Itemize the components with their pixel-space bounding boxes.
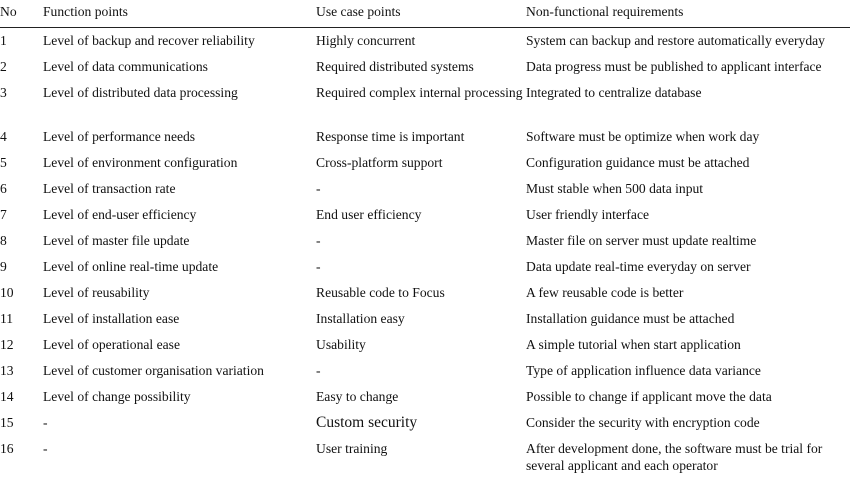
requirement-cell: Must stable when 500 data input [526,181,704,196]
function-point-cell: Level of distributed data processing [43,85,238,100]
requirement-cell: Installation guidance must be attached [526,311,735,326]
function-point-cell: Level of end-user efficiency [43,207,197,222]
use-case-point-cell: Installation easy [316,311,405,326]
row-number: 13 [0,363,14,378]
requirement-cell: Data update real-time everyday on server [526,259,751,274]
use-case-point-cell: End user efficiency [316,207,422,222]
row-number: 7 [0,207,7,222]
use-case-point-cell: Reusable code to Focus [316,285,445,300]
function-point-cell: - [43,415,48,430]
requirement-cell: Integrated to centralize database [526,85,702,100]
function-point-cell: Level of transaction rate [43,181,176,196]
table-row [0,332,850,358]
row-number: 8 [0,233,7,248]
use-case-point-cell: Cross-platform support [316,155,443,170]
function-point-cell: Level of installation ease [43,311,180,326]
requirement-cell: Type of application influence data variance [526,363,761,378]
use-case-point-cell: Required complex internal processing [316,85,523,100]
function-point-cell: Level of online real-time update [43,259,219,274]
row-number: 1 [0,33,7,48]
row-number: 9 [0,259,7,274]
row-number: 2 [0,59,7,74]
row-number: 5 [0,155,7,170]
row-number: 10 [0,285,14,300]
use-case-point-cell: Required distributed systems [316,59,474,74]
table-row [0,150,850,176]
requirement-cell: A simple tutorial when start application [526,337,741,352]
function-point-cell: Level of backup and recover reliability [43,33,255,48]
use-case-point-cell: - [316,181,321,196]
requirement-cell: System can backup and restore automatically everyday [526,33,825,48]
function-point-cell: Level of data communications [43,59,208,74]
requirement-cell: A few reusable code is better [526,285,684,300]
use-case-point-cell: Usability [316,337,366,352]
function-point-cell: Level of change possibility [43,389,191,404]
use-case-point-cell: Easy to change [316,389,399,404]
table-row [0,80,850,124]
table-row [0,28,850,55]
requirement-cell: Master file on server must update realtime [526,233,757,248]
function-point-cell: Level of performance needs [43,129,196,144]
use-case-point-cell: - [316,233,321,248]
table-row [0,254,850,280]
table-row [0,436,850,480]
requirement-cell: Consider the security with encryption code [526,415,760,430]
row-number: 6 [0,181,7,196]
requirement-cell: User friendly interface [526,207,650,222]
header-non-functional-requirements: Non-functional requirements [526,0,850,28]
function-point-cell: Level of environment configuration [43,155,238,170]
requirement-cell: Data progress must be published to applicant interface [526,59,822,74]
requirement-cell: After development done, the software must be trial for several applicant and each operator [526,441,823,473]
row-number: 16 [0,441,14,456]
table-row [0,280,850,306]
use-case-point-cell: - [316,363,321,378]
function-point-cell: - [43,441,48,456]
row-number: 3 [0,85,7,100]
row-number: 15 [0,415,14,430]
function-point-cell: Level of reusability [43,285,150,300]
table-row [0,54,850,80]
use-case-point-cell: Custom security [316,414,418,431]
table-row [0,306,850,332]
header-no: No [0,0,43,28]
requirement-cell: Configuration guidance must be attached [526,155,750,170]
requirement-cell: Possible to change if applicant move the data [526,389,772,404]
row-number: 11 [0,311,14,326]
header-use-case-points: Use case points [316,0,526,28]
row-number: 12 [0,337,14,352]
function-point-cell: Level of master file update [43,233,190,248]
row-number: 14 [0,389,14,404]
row-number: 4 [0,129,7,144]
use-case-point-cell: User training [316,441,388,456]
function-point-cell: Level of operational ease [43,337,180,352]
function-point-cell: Level of customer organisation variation [43,363,264,378]
use-case-point-cell: Response time is important [316,129,465,144]
table-row [0,228,850,254]
use-case-point-cell: Highly concurrent [316,33,416,48]
table-row [0,410,850,436]
header-function-points: Function points [43,0,316,28]
table-row [0,358,850,384]
table-header-row [0,0,850,28]
table-row [0,202,850,228]
use-case-point-cell: - [316,259,321,274]
table-row [0,176,850,202]
table-row [0,124,850,150]
table-row [0,384,850,410]
requirement-cell: Software must be optimize when work day [526,129,760,144]
